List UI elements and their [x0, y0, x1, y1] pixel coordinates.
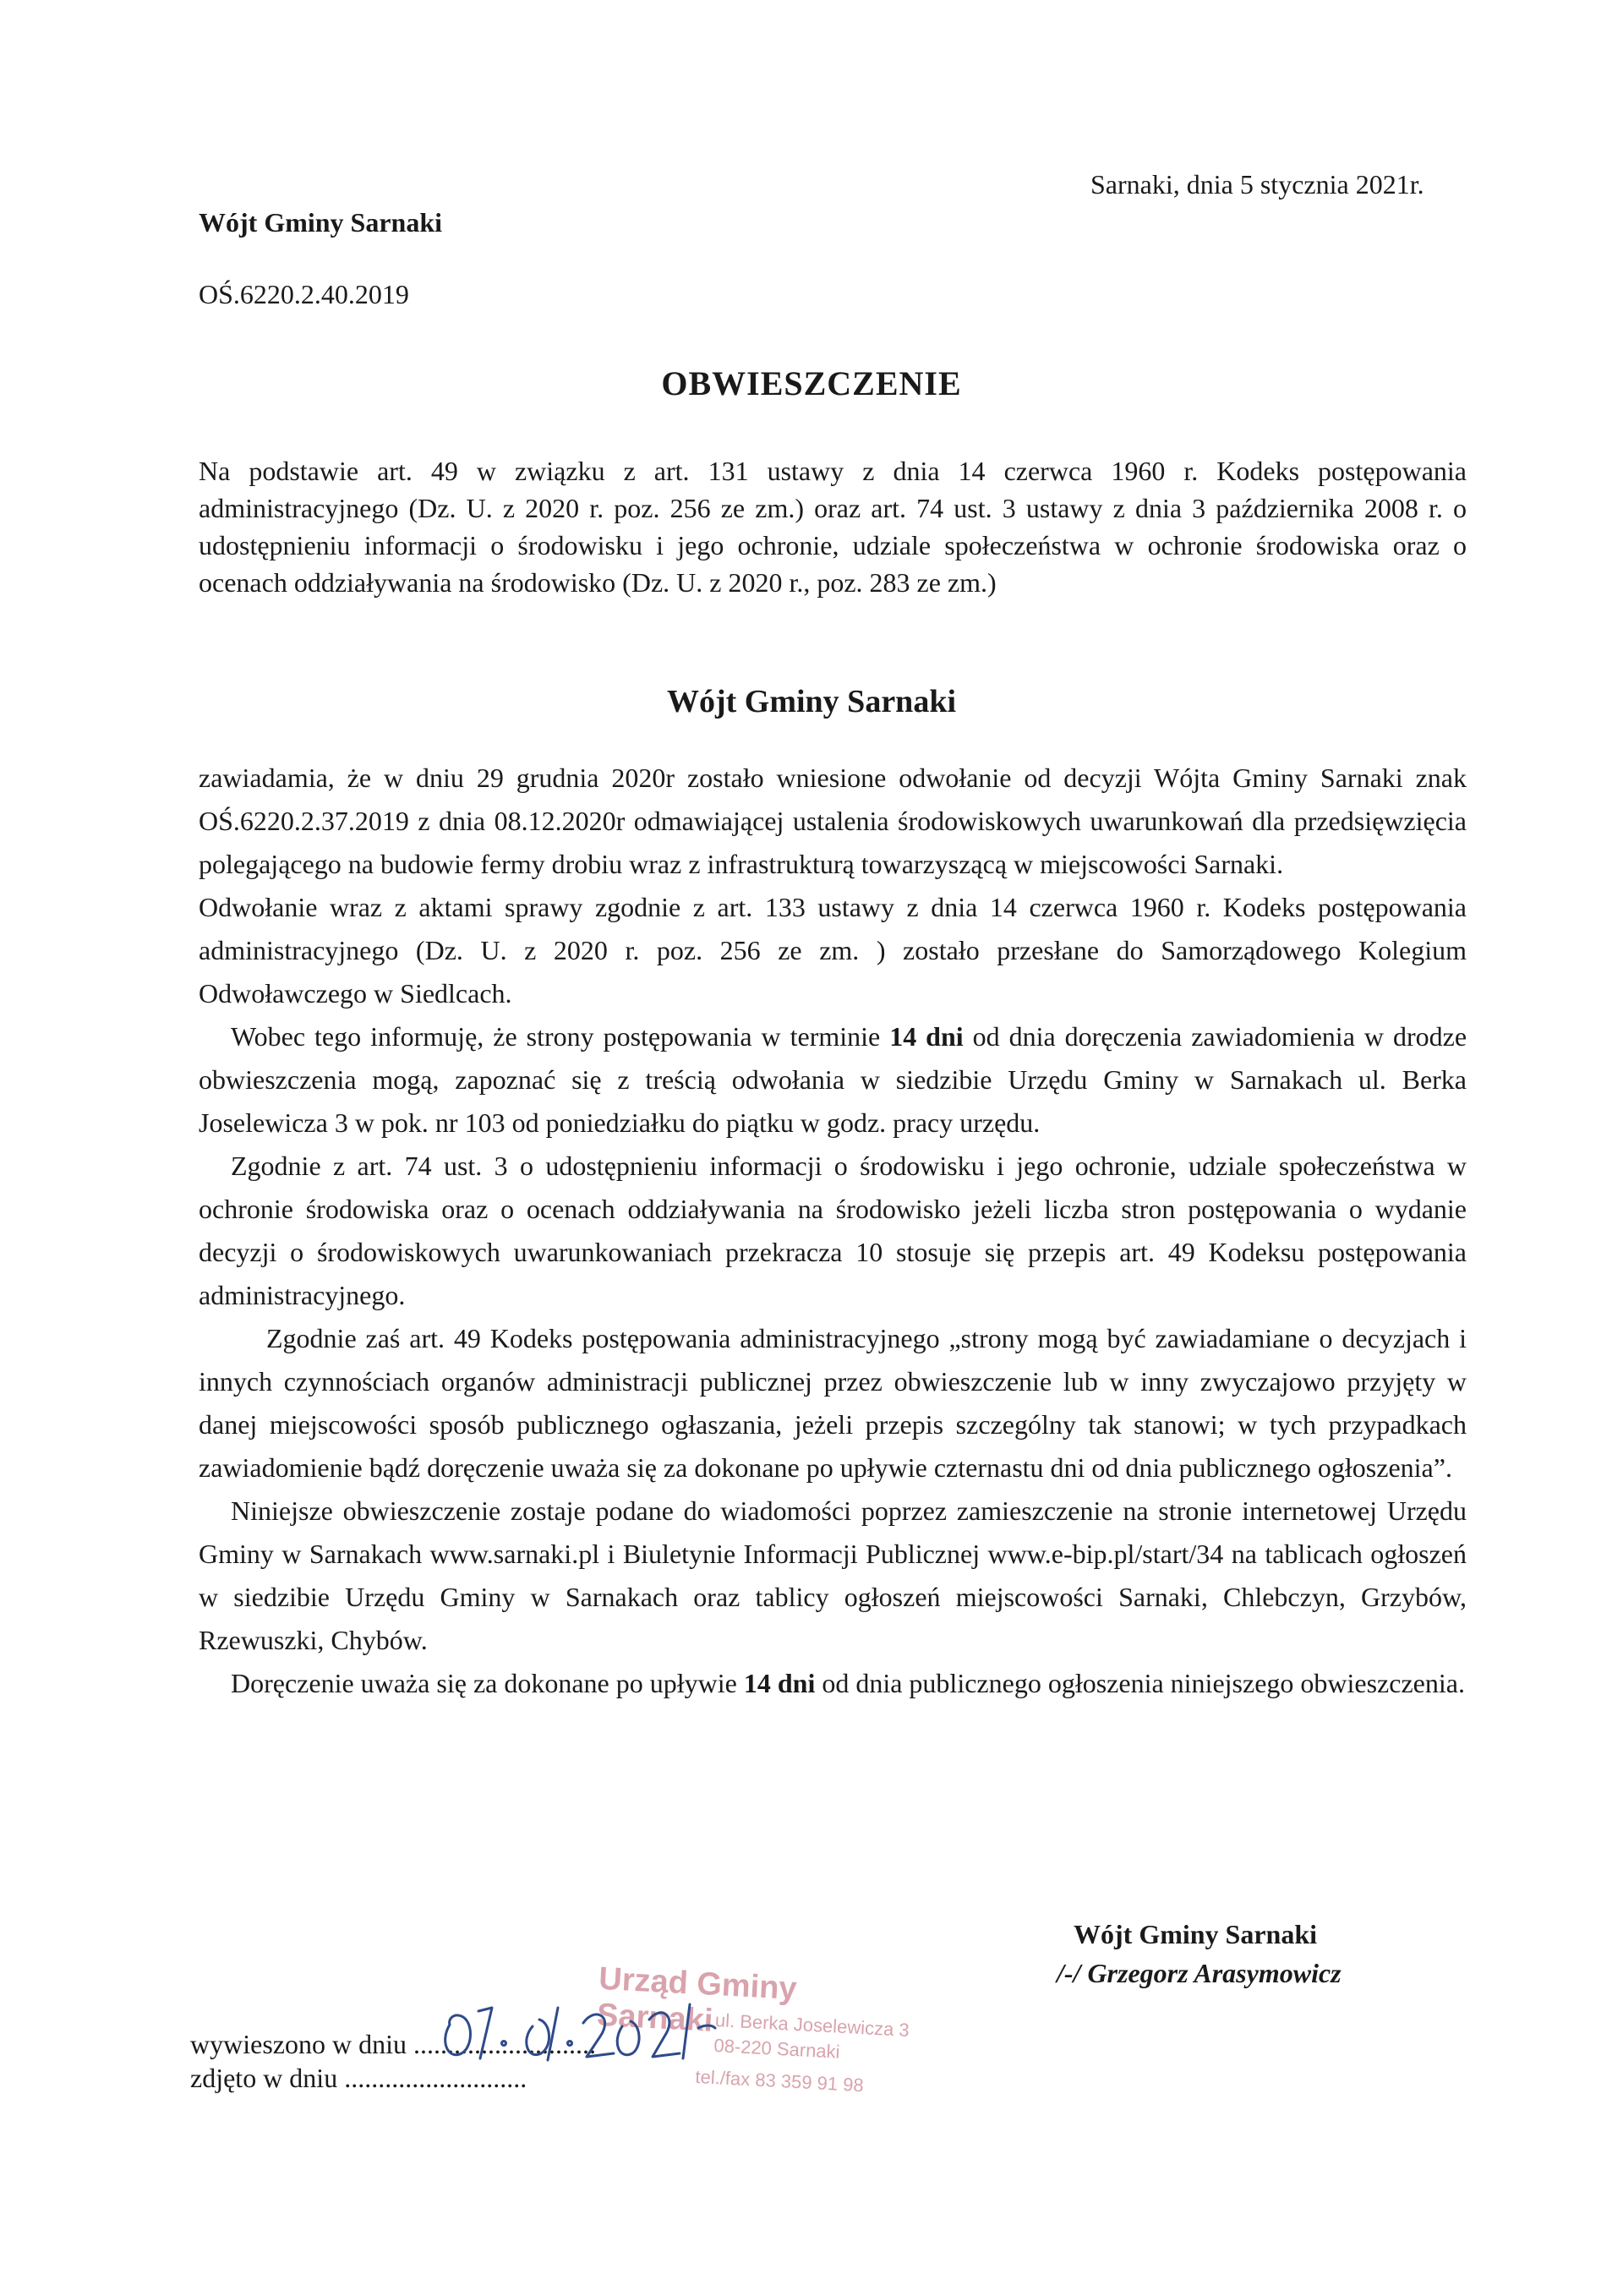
signature-name: /-/ Grzegorz Arasymowicz	[1057, 1958, 1342, 1988]
stamp-line: ul. Berka Joselewicza 3	[714, 2009, 910, 2041]
paragraph-text: od dnia publicznego ogłoszenia niniejszego obwieszczenia.	[815, 1668, 1465, 1698]
document-title: OBWIESZCZENIE	[661, 364, 962, 402]
paragraph-appeal-notice: zawiadamia, że w dniu 29 grudnia 2020r zostało wniesione odwołanie od decyzji Wójta Gminy Sarnaki znak OŚ.6220.2.37.2019 z dnia 08.12.2020r odmawiającej ustalenia środowiskowych uwarunkowań dla przedsięwzięcia polegającego na budowie fermy drobiu wraz z infrastrukturą towarzyszącą w miejscowości Sarnaki.	[199, 763, 1467, 879]
paragraph-text: Doręczenie uważa się za dokonane po upływie	[231, 1668, 744, 1698]
removed-date-line: zdjęto w dniu ...........................	[190, 2063, 527, 2093]
issuing-authority: Wójt Gminy Sarnaki	[199, 207, 443, 238]
paragraph-text: Wobec tego informuję, że strony postępowania w terminie	[231, 1021, 890, 1052]
section-heading: Wójt Gminy Sarnaki	[666, 684, 957, 719]
posted-date-line: wywieszono w dniu ...........................	[190, 2029, 596, 2059]
paragraph-art-49: Zgodnie zaś art. 49 Kodeks postępowania administracyjnego „strony mogą być zawiadamiane o decyzjach i innych czynnościach organów administracji publicznej przez obwieszczenie lub w inny zwyczajowo przyjęty w danej miejscowości sposób publicznego ogłaszania, jeżeli przepis szczególny tak stanowi; w tych przypadkach zawiadomienie bądź doręczenie uważa się za dokonane po upływie czternastu dni od dnia publicznego ogłoszenia”.	[199, 1323, 1467, 1483]
stamp-line: tel./fax 83 359 91 98	[694, 2065, 865, 2096]
deadline-emphasis: 14 dni	[743, 1668, 816, 1698]
notice-body	[199, 757, 1467, 1705]
stamp-line: Urząd Gminy Sarnaki	[596, 1960, 798, 2039]
signature-title: Wójt Gminy Sarnaki	[1074, 1919, 1318, 1949]
paragraph-text: od dnia doręczenia zawiadomienia w drodze obwieszczenia mogą, zapoznać się z treścią odwołania w siedzibie Urzędu Gminy w Sarnakach ul. Berka Joselewicza 3 w pok. nr 103 od poniedziałku do piątku w godz. pracy urzędu.	[199, 1021, 1467, 1138]
deadline-emphasis: 14 dni	[889, 1021, 964, 1052]
reference-number: OŚ.6220.2.40.2019	[199, 279, 409, 309]
paragraph-publication: Niniejsze obwieszczenie zostaje podane do wiadomości poprzez zamieszczenie na stronie internetowej Urzędu Gminy w Sarnakach www.sarnaki.pl i Biuletynie Informacji Publicznej www.e-bip.pl/start/34 na tablicach ogłoszeń w siedzibie Urzędu Gminy w Sarnakach oraz tablicy ogłoszeń miejscowości Sarnaki, Chlebczyn, Grzybów, Rzewuszki, Chybów.	[199, 1495, 1467, 1655]
paragraph-appeal-forwarded: Odwołanie wraz z aktami sprawy zgodnie z art. 133 ustawy z dnia 14 czerwca 1960 r. Kodeks postępowania administracyjnego (Dz. U. z 2020 r. poz. 256 ze zm. ) zostało przesłane do Samorządowego Kolegium Odwoławczego w Siedlcach.	[199, 892, 1467, 1009]
paragraph-art-74: Zgodnie z art. 74 ust. 3 o udostępnieniu informacji o środowisku i jego ochronie, udziale społeczeństwa w ochronie środowiska oraz o ocenach oddziaływania na środowisko jeżeli liczba stron postępowania o wydanie decyzji o środowiskowych uwarunkowaniach przekracza 10 stosuje się przepis art. 49 Kodeksu postępowania administracyjnego.	[199, 1151, 1467, 1310]
legal-basis-paragraph: Na podstawie art. 49 w związku z art. 131 ustawy z dnia 14 czerwca 1960 r. Kodeks postępowania administracyjnego (Dz. U. z 2020 r. poz. 256 ze zm.) oraz art. 74 ust. 3 ustawy z dnia 3 października 2008 r. o udostępnieniu informacji o środowisku i jego ochronie, udziale społeczeństwa w ochronie środowiska oraz o ocenach oddziaływania na środowisko (Dz. U. z 2020 r., poz. 283 ze zm.)	[199, 456, 1467, 598]
paragraph-inspection	[199, 1015, 1467, 1145]
paragraph-delivery	[199, 1662, 1467, 1705]
handwritten-date	[440, 1991, 719, 2067]
document-date: Sarnaki, dnia 5 stycznia 2021r.	[1090, 169, 1424, 200]
stamp-line: 08-220 Sarnaki	[713, 2034, 841, 2063]
